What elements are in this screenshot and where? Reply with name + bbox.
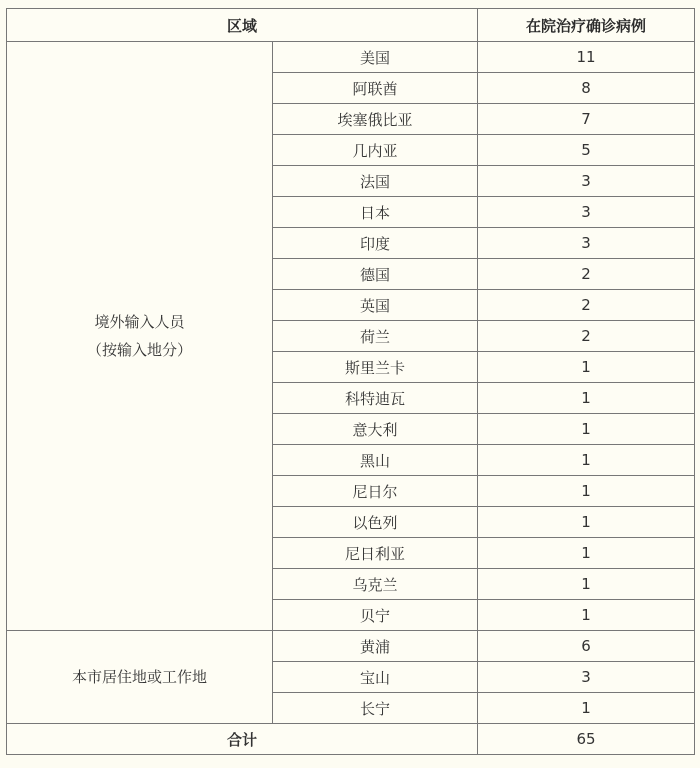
case-count: 3	[478, 662, 695, 693]
region-group-label-line2: （按输入地分）	[86, 341, 192, 359]
location-name: 美国	[273, 42, 478, 73]
table-row	[7, 42, 695, 73]
case-table	[6, 8, 695, 755]
location-name: 黑山	[273, 445, 478, 476]
total-row	[7, 724, 695, 755]
case-count: 3	[478, 166, 695, 197]
case-count: 2	[478, 290, 695, 321]
table-row	[7, 631, 695, 662]
location-name: 黄浦	[273, 631, 478, 662]
location-name: 尼日利亚	[273, 538, 478, 569]
location-name: 阿联酋	[273, 73, 478, 104]
case-count: 1	[478, 507, 695, 538]
case-count: 7	[478, 104, 695, 135]
location-name: 科特迪瓦	[273, 383, 478, 414]
case-count: 6	[478, 631, 695, 662]
total-value: 65	[478, 724, 695, 755]
region-group-label-line1: 境外输入人员	[94, 313, 185, 331]
case-count: 1	[478, 414, 695, 445]
case-count: 3	[478, 197, 695, 228]
location-name: 德国	[273, 259, 478, 290]
count-header: 在院治疗确诊病例	[478, 9, 695, 42]
location-name: 几内亚	[273, 135, 478, 166]
case-count: 3	[478, 228, 695, 259]
total-label: 合计	[7, 724, 478, 755]
location-name: 斯里兰卡	[273, 352, 478, 383]
case-count: 8	[478, 73, 695, 104]
header-row	[7, 9, 695, 42]
location-name: 贝宁	[273, 600, 478, 631]
case-count: 11	[478, 42, 695, 73]
location-name: 法国	[273, 166, 478, 197]
case-count: 1	[478, 476, 695, 507]
location-name: 印度	[273, 228, 478, 259]
location-name: 长宁	[273, 693, 478, 724]
case-count: 1	[478, 445, 695, 476]
location-name: 日本	[273, 197, 478, 228]
location-name: 尼日尔	[273, 476, 478, 507]
location-name: 以色列	[273, 507, 478, 538]
location-name: 宝山	[273, 662, 478, 693]
case-count: 1	[478, 538, 695, 569]
case-count: 1	[478, 693, 695, 724]
region-group-label-line1: 本市居住地或工作地	[71, 668, 207, 686]
case-count: 5	[478, 135, 695, 166]
location-name: 埃塞俄比亚	[273, 104, 478, 135]
case-count: 1	[478, 352, 695, 383]
table-body	[7, 42, 695, 724]
case-count: 1	[478, 569, 695, 600]
case-count: 2	[478, 259, 695, 290]
location-name: 意大利	[273, 414, 478, 445]
region-group-label	[7, 631, 273, 724]
case-count: 1	[478, 383, 695, 414]
location-name: 乌克兰	[273, 569, 478, 600]
location-name: 英国	[273, 290, 478, 321]
location-name: 荷兰	[273, 321, 478, 352]
region-header: 区域	[7, 9, 478, 42]
case-count: 1	[478, 600, 695, 631]
region-group-label	[7, 42, 273, 631]
case-count: 2	[478, 321, 695, 352]
